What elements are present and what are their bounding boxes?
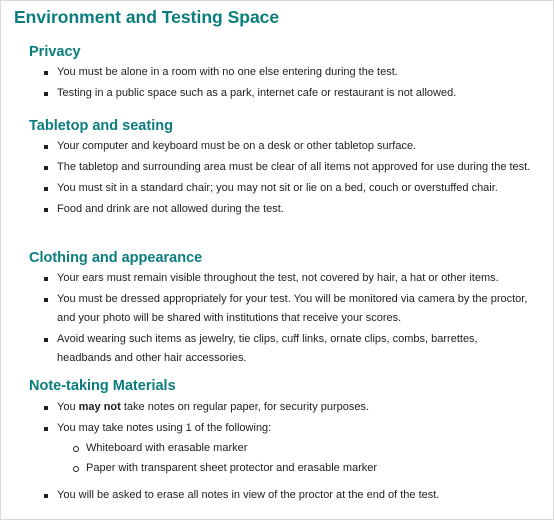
- list-item-text: Your ears must remain visible throughout the test, not covered by hair, a hat or other items.: [57, 272, 499, 284]
- list-item-text: Testing in a public space such as a park, internet cafe or restaurant is not allowed.: [57, 87, 457, 99]
- tabletop-list: [41, 137, 533, 219]
- list-item-text: You must be alone in a room with no one else entering during the test.: [57, 66, 398, 78]
- circle-bullet-icon: [73, 446, 79, 452]
- circle-bullet-icon: [73, 466, 79, 472]
- bullet-icon: [44, 145, 48, 149]
- list-item-text: You must be dressed appropriately for your test. You will be monitored via camera by the proctor, and your photo will be shared with institutions that receive your scores.: [57, 293, 528, 324]
- sub-list-item: [73, 439, 533, 458]
- bullet-icon: [44, 427, 48, 431]
- list-item-text: Food and drink are not allowed during the test.: [57, 203, 284, 215]
- sub-list-item-text: Paper with transparent sheet protector and erasable marker: [86, 462, 378, 474]
- list-item-text: The tabletop and surrounding area must be clear of all items not approved for use during the test.: [57, 161, 531, 173]
- section-heading-tabletop: Tabletop and seating: [29, 118, 173, 134]
- list-item-emphasis: may not: [78, 401, 121, 413]
- notes-list: [41, 398, 533, 438]
- list-item-text: Avoid wearing such items as jewelry, tie clips, cuff links, ornate clips, combs, barrettes, headbands and other hair accessories.: [57, 333, 478, 364]
- notes-final-list: [41, 486, 533, 505]
- list-item: [41, 330, 533, 368]
- privacy-list: [41, 63, 533, 103]
- list-item-text: You may take notes using 1 of the following:: [57, 422, 272, 434]
- section-heading-notes: Note-taking Materials: [29, 378, 176, 394]
- list-item: [41, 398, 533, 417]
- bullet-icon: [44, 187, 48, 191]
- bullet-icon: [44, 298, 48, 302]
- bullet-icon: [44, 208, 48, 212]
- list-item: [41, 179, 533, 198]
- list-item-text: Your computer and keyboard must be on a desk or other tabletop surface.: [57, 140, 417, 152]
- list-item: [41, 137, 533, 156]
- page-title: Environment and Testing Space: [14, 7, 280, 27]
- list-item: [41, 486, 533, 505]
- bullet-icon: [44, 92, 48, 96]
- notes-options-list: [73, 439, 533, 478]
- list-item: [41, 84, 533, 103]
- list-item-text-suffix: take notes on regular paper, for security purposes.: [120, 401, 370, 413]
- bullet-icon: [44, 338, 48, 342]
- list-item: [41, 200, 533, 219]
- list-item-text-prefix: You: [57, 401, 79, 413]
- section-heading-privacy: Privacy: [29, 44, 81, 60]
- list-item-text: You will be asked to erase all notes in view of the proctor at the end of the test.: [57, 489, 440, 501]
- list-item: [41, 290, 533, 328]
- list-item: [41, 63, 533, 82]
- bullet-icon: [44, 406, 48, 410]
- section-heading-clothing: Clothing and appearance: [29, 250, 203, 266]
- bullet-icon: [44, 166, 48, 170]
- list-item: [41, 419, 533, 438]
- list-item: [41, 269, 533, 288]
- list-item-text: You must sit in a standard chair; you may not sit or lie on a bed, couch or overstuffed chair.: [57, 182, 498, 194]
- list-item: [41, 158, 533, 177]
- sub-list-item-text: Whiteboard with erasable marker: [86, 442, 248, 454]
- clothing-list: [41, 269, 533, 368]
- bullet-icon: [44, 494, 48, 498]
- bullet-icon: [44, 277, 48, 281]
- bullet-icon: [44, 71, 48, 75]
- sub-list-item: [73, 459, 533, 478]
